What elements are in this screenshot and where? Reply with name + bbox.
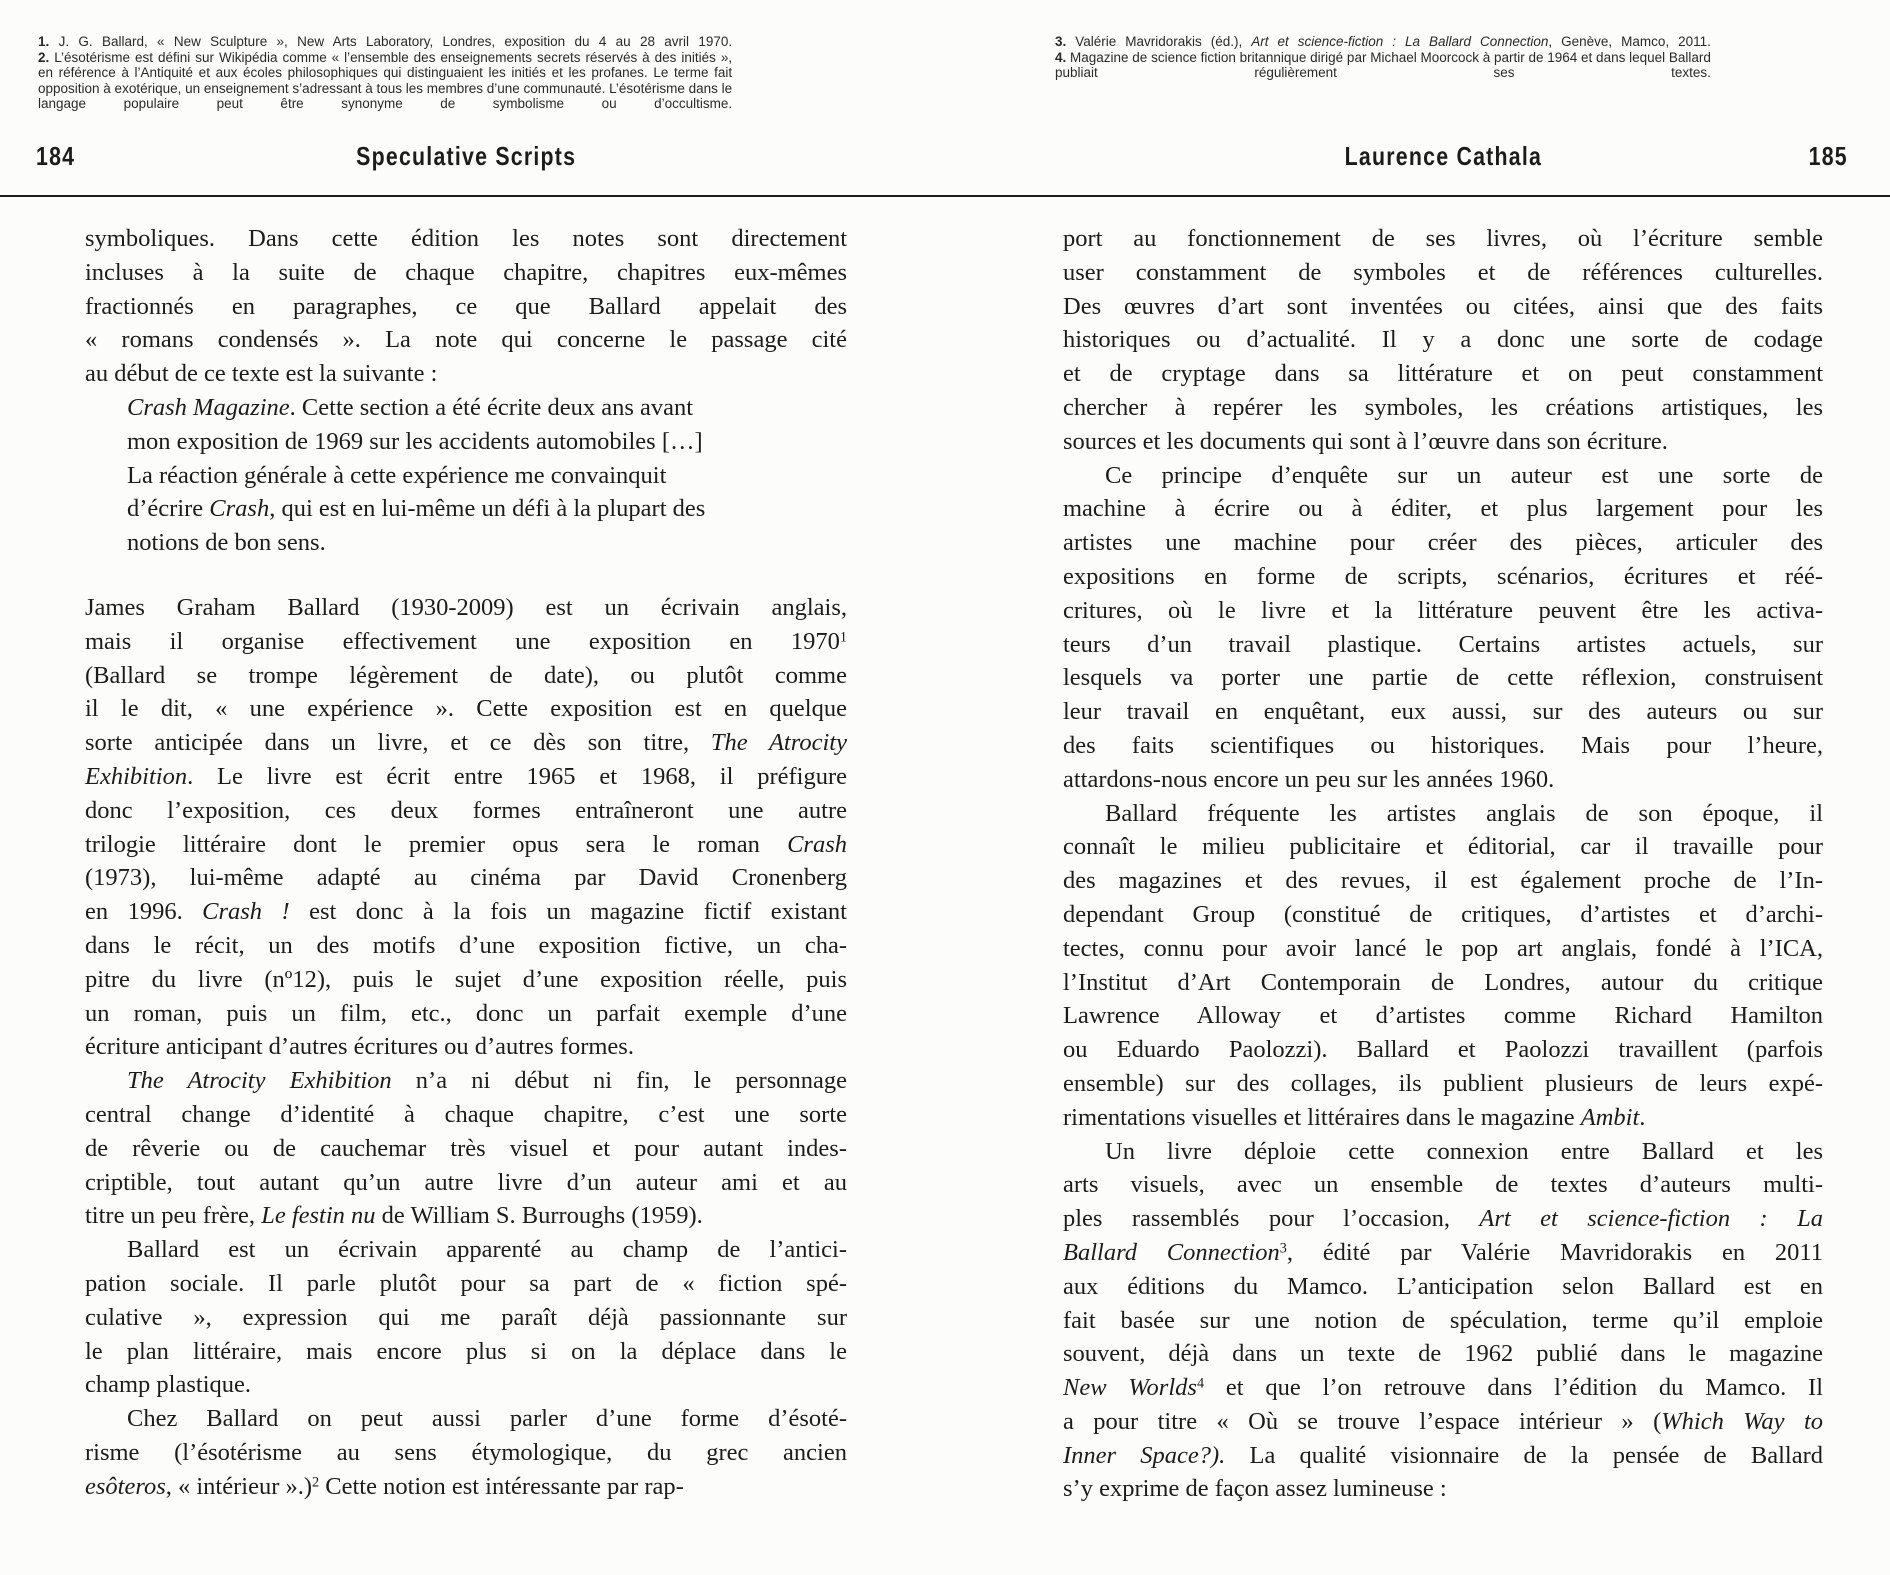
text-segment: et de cryptage dans sa littérature et on peut constamment [1063, 360, 1823, 388]
text-segment: Un livre déploie cette connexion entre Ballard et les [1105, 1137, 1823, 1165]
text-line [85, 794, 847, 828]
text-line [1063, 830, 1823, 864]
text-segment: . [1639, 1103, 1646, 1131]
text-line [85, 963, 847, 997]
text-line [85, 760, 847, 794]
text-segment: 4. [1055, 49, 1067, 65]
text-line [85, 1199, 847, 1233]
text-line [1063, 594, 1823, 628]
text-segment: J. G. Ballard, « New Sculpture », New Arts Laboratory, Londres, exposition du 4 au 28 avril 1970. [49, 34, 733, 49]
text-line [85, 828, 847, 862]
text-segment: est donc à la fois un magazine fictif existant [289, 898, 847, 926]
text-line [85, 1098, 847, 1132]
text-segment: n’a ni début ni fin, le personnage [391, 1067, 847, 1095]
right-page-text-column [1063, 222, 1823, 1506]
text-segment: « romans condensés ». La note qui concerne le passage cité [85, 326, 847, 354]
footnote-reference: 2 [312, 1474, 320, 1491]
text-line [1063, 1405, 1823, 1439]
footnote-reference: 4 [1196, 1375, 1205, 1392]
text-line [85, 726, 847, 760]
text-segment: incluses à la suite de chaque chapitre, chapitres eux-mêmes [85, 258, 847, 286]
blockquote-line [127, 459, 807, 493]
text-segment: notions de bon sens. [127, 529, 326, 557]
text-segment: . Cette section a été écrite deux ans avant [289, 393, 694, 421]
text-segment: Magazine de science fiction britannique dirigé par Michael Moorcock à partir de 1964 et dans lequel Ballard [1066, 49, 1711, 65]
text-segment: Ambit [1580, 1103, 1640, 1131]
text-line [85, 1436, 847, 1470]
text-line [1063, 695, 1823, 729]
text-segment: critures, où le livre et la littérature peuvent être les activa- [1063, 596, 1823, 624]
text-segment: Ballard est un écrivain apparenté au champ de l’antici- [127, 1236, 847, 1264]
text-line [1063, 661, 1823, 695]
text-segment: connaît le milieu publicitaire et éditorial, car il travaille pour [1063, 833, 1823, 861]
text-segment: L’ésotérisme est défini sur Wikipédia comme « l’ensemble des enseignements secrets réservés à des initiés », [49, 49, 733, 65]
running-title-left-text: Speculative Scripts [355, 141, 577, 171]
text-segment: trilogie littéraire dont le premier opus sera le roman [85, 830, 788, 858]
text-segment: fractionnés en paragraphes, ce que Ballard appelait des [85, 292, 847, 320]
text-line [1063, 628, 1823, 662]
text-line [1063, 290, 1823, 324]
text-segment: arts visuels, avec un ensemble de textes d’auteurs multi- [1063, 1171, 1823, 1199]
text-line [1063, 459, 1823, 493]
left-page-text-column [85, 222, 847, 1503]
text-segment: central change d’identité à chaque chapitre, c’est une sorte [85, 1100, 847, 1128]
text-line [1063, 966, 1823, 1000]
footnotes-left [38, 34, 732, 112]
text-line [1063, 425, 1823, 459]
text-segment: ensemble) sur des collages, ils publient plusieurs de leurs expé- [1063, 1069, 1823, 1097]
text-line [1063, 1033, 1823, 1067]
blockquote-line [127, 425, 807, 459]
text-line [38, 34, 732, 50]
text-segment: écriture anticipant d’autres écritures ou d’autres formes. [85, 1033, 634, 1061]
text-segment: Ballard Connection [1063, 1238, 1280, 1266]
blockquote-line [127, 391, 807, 425]
text-segment: ples rassemblés pour l’occasion, [1063, 1205, 1480, 1233]
text-segment: attardons-nous encore un peu sur les années 1960. [1063, 765, 1555, 793]
text-line [1063, 1371, 1823, 1405]
text-line [85, 1132, 847, 1166]
text-segment: risme (l’ésotérisme au sens étymologique, du grec ancien [85, 1438, 847, 1466]
text-segment: au début de ce texte est la suivante : [85, 360, 438, 388]
text-segment: , qui est en lui-même un défi à la plupart des [269, 495, 706, 523]
text-segment: Ce principe d’enquête sur un auteur est une sorte de [1105, 461, 1823, 489]
text-line [85, 357, 847, 391]
text-line [1063, 1135, 1823, 1169]
text-line [1063, 357, 1823, 391]
text-segment: Inner Space?). [1063, 1441, 1226, 1469]
text-segment: The Atrocity [710, 729, 847, 757]
text-line [85, 1335, 847, 1369]
text-segment: des faits scientifiques ou historiques. Mais pour l’heure, [1063, 731, 1823, 759]
text-line [1063, 1270, 1823, 1304]
text-segment: expositions en forme de scripts, scénarios, écritures et réé- [1063, 562, 1823, 590]
text-line [85, 1301, 847, 1335]
text-line [1063, 222, 1823, 256]
text-segment: , édité par Valérie Mavridorakis en 2011 [1286, 1238, 1823, 1266]
text-segment: des magazines et des revues, il est également proche de l’In- [1063, 867, 1823, 895]
text-line [1063, 763, 1823, 797]
text-segment: La réaction générale à cette expérience me convainquit [127, 461, 667, 489]
footnotes-right [1055, 34, 1711, 81]
text-segment: opposition à exotérique, un enseignement s’adressant à tous les membres d’une communauté. L’ésotérisme dans le [38, 80, 733, 96]
text-line [85, 929, 847, 963]
text-segment: d’écrire [127, 495, 210, 523]
text-line [1055, 50, 1711, 66]
text-segment: mais il organise effectivement une exposition en 1970 [85, 627, 840, 655]
text-line [1063, 1439, 1823, 1473]
text-segment: publiait régulièrement ses textes. [1055, 65, 1711, 80]
text-line [1063, 492, 1823, 526]
text-line [85, 997, 847, 1031]
text-line [1055, 65, 1711, 81]
text-segment: New Worlds [1063, 1374, 1197, 1402]
text-segment: le plan littéraire, mais encore plus si on la déplace dans le [85, 1337, 847, 1365]
page-number-left [36, 141, 84, 171]
text-line [1063, 560, 1823, 594]
text-segment: en 1996. [85, 898, 203, 926]
text-segment: aux éditions du Mamco. L’anticipation selon Ballard est en [1063, 1272, 1823, 1300]
text-segment: esôteros [85, 1472, 166, 1500]
text-segment: tectes, connu pour avoir lancé le pop art anglais, fondé à l’ICA, [1063, 934, 1823, 962]
text-line [85, 1368, 847, 1402]
text-segment: Crash [787, 830, 847, 858]
text-segment: , « intérieur ».) [165, 1472, 313, 1500]
text-segment: Des œuvres d’art sont inventées ou citées, ainsi que des faits [1063, 292, 1823, 320]
text-segment: Crash [209, 495, 270, 523]
text-line [1063, 864, 1823, 898]
text-line [38, 81, 732, 97]
text-line [38, 65, 732, 81]
text-segment: 3. [1055, 34, 1067, 49]
running-title-right [1063, 141, 1823, 171]
footnote-reference: 3 [1279, 1240, 1287, 1257]
text-segment: symboliques. Dans cette édition les notes sont directement [85, 225, 847, 252]
text-line [1055, 34, 1711, 50]
text-line [1063, 1472, 1823, 1506]
text-line [1063, 932, 1823, 966]
text-segment: Valérie Mavridorakis (éd.), [1066, 34, 1252, 49]
text-segment: l’Institut d’Art Contemporain de Londres, autour du critique [1063, 968, 1823, 996]
text-line [85, 659, 847, 693]
text-segment: La qualité visionnaire de la pensée de Ballard [1225, 1441, 1823, 1469]
text-segment: dans le récit, un des motifs d’une exposition fictive, un cha- [85, 931, 847, 959]
text-segment: Art et science-fiction : La [1479, 1205, 1823, 1233]
text-segment: de rêverie ou de cauchemar très visuel et pour autant indes- [85, 1134, 847, 1162]
text-line [1063, 323, 1823, 357]
page-number-right [1800, 141, 1848, 171]
text-line [85, 895, 847, 929]
text-segment: The Atrocity Exhibition [127, 1067, 392, 1095]
text-segment: 1. [38, 34, 50, 49]
text-line [1063, 526, 1823, 560]
text-line [1063, 1304, 1823, 1338]
text-line [1063, 1067, 1823, 1101]
text-segment: Chez Ballard on peut aussi parler d’une forme d’ésoté- [127, 1405, 847, 1433]
text-segment: Lawrence Alloway et d’artistes comme Richard Hamilton [1063, 1002, 1823, 1030]
text-segment: ou Eduardo Paolozzi). Ballard et Paolozzi travaillent (parfois [1063, 1036, 1823, 1064]
text-segment: donc l’exposition, ces deux formes entraîneront une autre [85, 796, 847, 824]
text-line [1063, 999, 1823, 1033]
text-line [85, 625, 847, 659]
text-segment: Exhibition [85, 762, 188, 790]
text-segment: Art et science-fiction : La Ballard Connection [1251, 34, 1549, 49]
text-segment: Le festin nu [261, 1202, 376, 1230]
text-line [85, 256, 847, 290]
running-title-left [85, 141, 847, 171]
text-segment: Crash Magazine [127, 393, 290, 421]
text-segment: lesquels va porter une partie de cette réflexion, construisent [1063, 664, 1823, 692]
footnote-reference: 1 [839, 629, 847, 646]
text-segment: James Graham Ballard (1930-2009) est un écrivain anglais, [85, 593, 847, 621]
text-segment: mon exposition de 1969 sur les accidents automobiles […] [127, 427, 703, 455]
header-divider-rule [0, 195, 1890, 197]
blockquote-line [127, 526, 807, 560]
text-segment: pitre du livre (nº12), puis le sujet d’une exposition réelle, puis [85, 965, 847, 993]
text-segment: , Genève, Mamco, 2011. [1548, 34, 1711, 49]
text-segment: dependant Group (constitué de critiques, d’artistes et d’archi- [1063, 900, 1823, 928]
text-line [1063, 1168, 1823, 1202]
text-segment: . Le livre est écrit entre 1965 et 1968, il préfigure [187, 762, 847, 790]
text-segment: de William S. Burroughs (1959). [375, 1202, 703, 1230]
text-segment: machine à écrire ou à éditer, et plus largement pour les [1063, 495, 1823, 523]
text-line [85, 1030, 847, 1064]
text-line [85, 1402, 847, 1436]
text-segment: teurs d’un travail plastique. Certains artistes actuels, sur [1063, 630, 1823, 658]
running-title-right-text: Laurence Cathala [1344, 141, 1542, 171]
text-line [1063, 256, 1823, 290]
text-line [1063, 1202, 1823, 1236]
text-line [85, 1267, 847, 1301]
text-line [1063, 1337, 1823, 1371]
text-segment: (Ballard se trompe légèrement de date), ou plutôt comme [85, 661, 847, 689]
text-segment: rimentations visuelles et littéraires dans le magazine [1063, 1103, 1581, 1131]
text-segment: pation sociale. Il parle plutôt pour sa part de « fiction spé- [85, 1269, 847, 1297]
text-line [85, 1233, 847, 1267]
text-segment: langage populaire peut être synonyme de symbolisme ou d’occultisme. [38, 96, 733, 111]
text-line [1063, 1101, 1823, 1135]
blockquote-line [127, 492, 807, 526]
paragraph-gap [85, 560, 847, 591]
text-segment: en référence à l’Antiquité et aux écoles philosophiques qui distinguaient les initiés et les profanes. Le terme fait [38, 65, 733, 80]
text-line [1063, 391, 1823, 425]
text-line [85, 692, 847, 726]
text-segment: a pour titre « Où se trouve l’espace intérieur » ( [1063, 1407, 1662, 1435]
text-segment: un roman, puis un film, etc., donc un parfait exemple d’une [85, 999, 847, 1027]
text-segment: Cette notion est intéressante par rap- [319, 1472, 684, 1500]
text-line [85, 1470, 847, 1504]
text-segment: user constamment de symboles et de références culturelles. [1063, 258, 1823, 286]
text-line [85, 861, 847, 895]
text-segment: titre un peu frère, [85, 1202, 262, 1230]
text-segment: chercher à repérer les symboles, les créations artistiques, les [1063, 393, 1823, 421]
text-line [85, 323, 847, 357]
text-segment: Crash ! [202, 898, 290, 926]
page-number-right-text: 185 [1808, 141, 1848, 171]
text-segment: port au fonctionnement de ses livres, où l’écriture semble [1063, 225, 1823, 252]
text-line [1063, 729, 1823, 763]
text-line [38, 50, 732, 66]
text-segment: il le dit, « une expérience ». Cette exposition est en quelque [85, 695, 847, 723]
text-line [1063, 898, 1823, 932]
text-line [85, 1166, 847, 1200]
text-segment: culative », expression qui me paraît déjà passionnante sur [85, 1303, 847, 1331]
text-segment: sorte anticipée dans un livre, et ce dès son titre, [85, 729, 711, 757]
text-segment: sources et les documents qui sont à l’œuvre dans son écriture. [1063, 427, 1668, 455]
text-line [85, 222, 847, 256]
text-line [85, 591, 847, 625]
text-segment: Which Way to [1661, 1407, 1823, 1435]
text-line [1063, 1236, 1823, 1270]
text-segment: champ plastique. [85, 1371, 252, 1399]
text-segment: fait basée sur une notion de spéculation, terme qu’il emploie [1063, 1306, 1823, 1334]
text-line [85, 1064, 847, 1098]
text-line [38, 96, 732, 112]
text-segment: 2. [38, 49, 50, 65]
text-segment: s’y exprime de façon assez lumineuse : [1063, 1475, 1447, 1503]
text-line [85, 290, 847, 324]
text-segment: historiques ou d’actualité. Il y a donc une sorte de codage [1063, 326, 1823, 354]
text-segment: criptible, tout autant qu’un autre livre d’un auteur ami et au [85, 1168, 847, 1196]
text-segment: leur travail en enquêtant, eux aussi, sur des auteurs ou sur [1063, 698, 1823, 726]
text-segment: souvent, déjà dans un texte de 1962 publié dans le magazine [1063, 1340, 1823, 1368]
text-segment: Ballard fréquente les artistes anglais de son époque, il [1105, 799, 1823, 827]
text-segment: artistes une machine pour créer des pièces, articuler des [1063, 529, 1823, 557]
text-segment: (1973), lui-même adapté au cinéma par David Cronenberg [85, 864, 847, 892]
page-number-left-text: 184 [36, 141, 76, 171]
text-segment: et que l’on retrouve dans l’édition du Mamco. Il [1204, 1374, 1824, 1402]
text-line [1063, 797, 1823, 831]
